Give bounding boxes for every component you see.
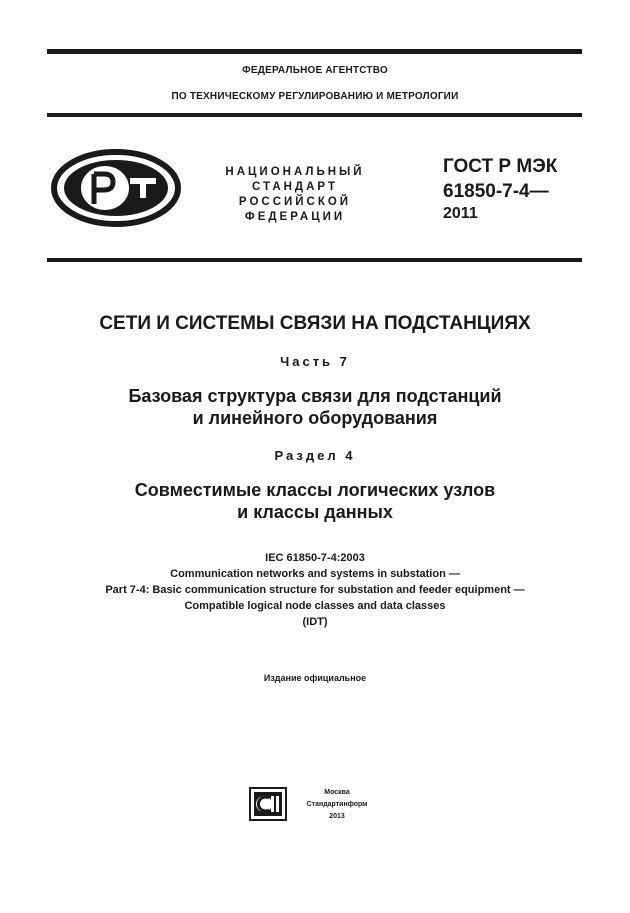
standartinform-logo-icon bbox=[249, 787, 287, 821]
iec-identity: (IDT) bbox=[302, 616, 328, 628]
section-title-line-2: и классы данных bbox=[237, 502, 393, 522]
standard-designation-year: 2011 bbox=[443, 205, 478, 222]
standard-type-line-3: РОССИЙСКОЙ bbox=[238, 196, 352, 208]
standard-designation-line-2: 61850-7-4— bbox=[443, 181, 549, 202]
agency-line-2: ПО ТЕХНИЧЕСКОМУ РЕГУЛИРОВАНИЮ И МЕТРОЛОГИИ bbox=[171, 91, 459, 102]
part-label: Часть 7 bbox=[280, 354, 350, 369]
publisher-name: Стандартинформ bbox=[306, 801, 368, 808]
standard-type-line-4: ФЕДЕРАЦИИ bbox=[244, 211, 346, 223]
main-title: СЕТИ И СИСТЕМЫ СВЯЗИ НА ПОДСТАНЦИЯХ bbox=[99, 313, 531, 334]
agency-line-1: ФЕДЕРАЛЬНОЕ АГЕНТСТВО bbox=[242, 65, 388, 76]
part-title-line-2: и линейного оборудования bbox=[192, 408, 438, 428]
publisher-city: Москва bbox=[324, 789, 350, 796]
iec-title-line-3: Compatible logical node classes and data classes bbox=[184, 600, 446, 612]
section-title-line-1: Совместимые классы логических узлов bbox=[134, 480, 496, 500]
standard-designation-line-1: ГОСТ Р МЭК bbox=[443, 156, 558, 177]
iec-designation: IEC 61850-7-4:2003 bbox=[265, 552, 365, 564]
gost-r-logo-icon bbox=[50, 148, 182, 228]
part-title-line-1: Базовая структура связи для подстанций bbox=[128, 386, 502, 406]
publisher-year: 2013 bbox=[329, 813, 345, 820]
standard-type-line-2: СТАНДАРТ bbox=[252, 181, 338, 193]
header-rule bbox=[47, 113, 582, 117]
section-label: Раздел 4 bbox=[274, 448, 356, 463]
iec-title-line-1: Communication networks and systems in substation — bbox=[170, 568, 460, 580]
top-rule bbox=[47, 49, 582, 54]
edition-note: Издание официальное bbox=[263, 673, 367, 683]
header-bottom-rule bbox=[47, 258, 582, 262]
standard-type-line-1: НАЦИОНАЛЬНЫЙ bbox=[225, 166, 365, 178]
iec-title-line-2: Part 7-4: Basic communication structure for substation and feeder equipment — bbox=[105, 584, 525, 596]
